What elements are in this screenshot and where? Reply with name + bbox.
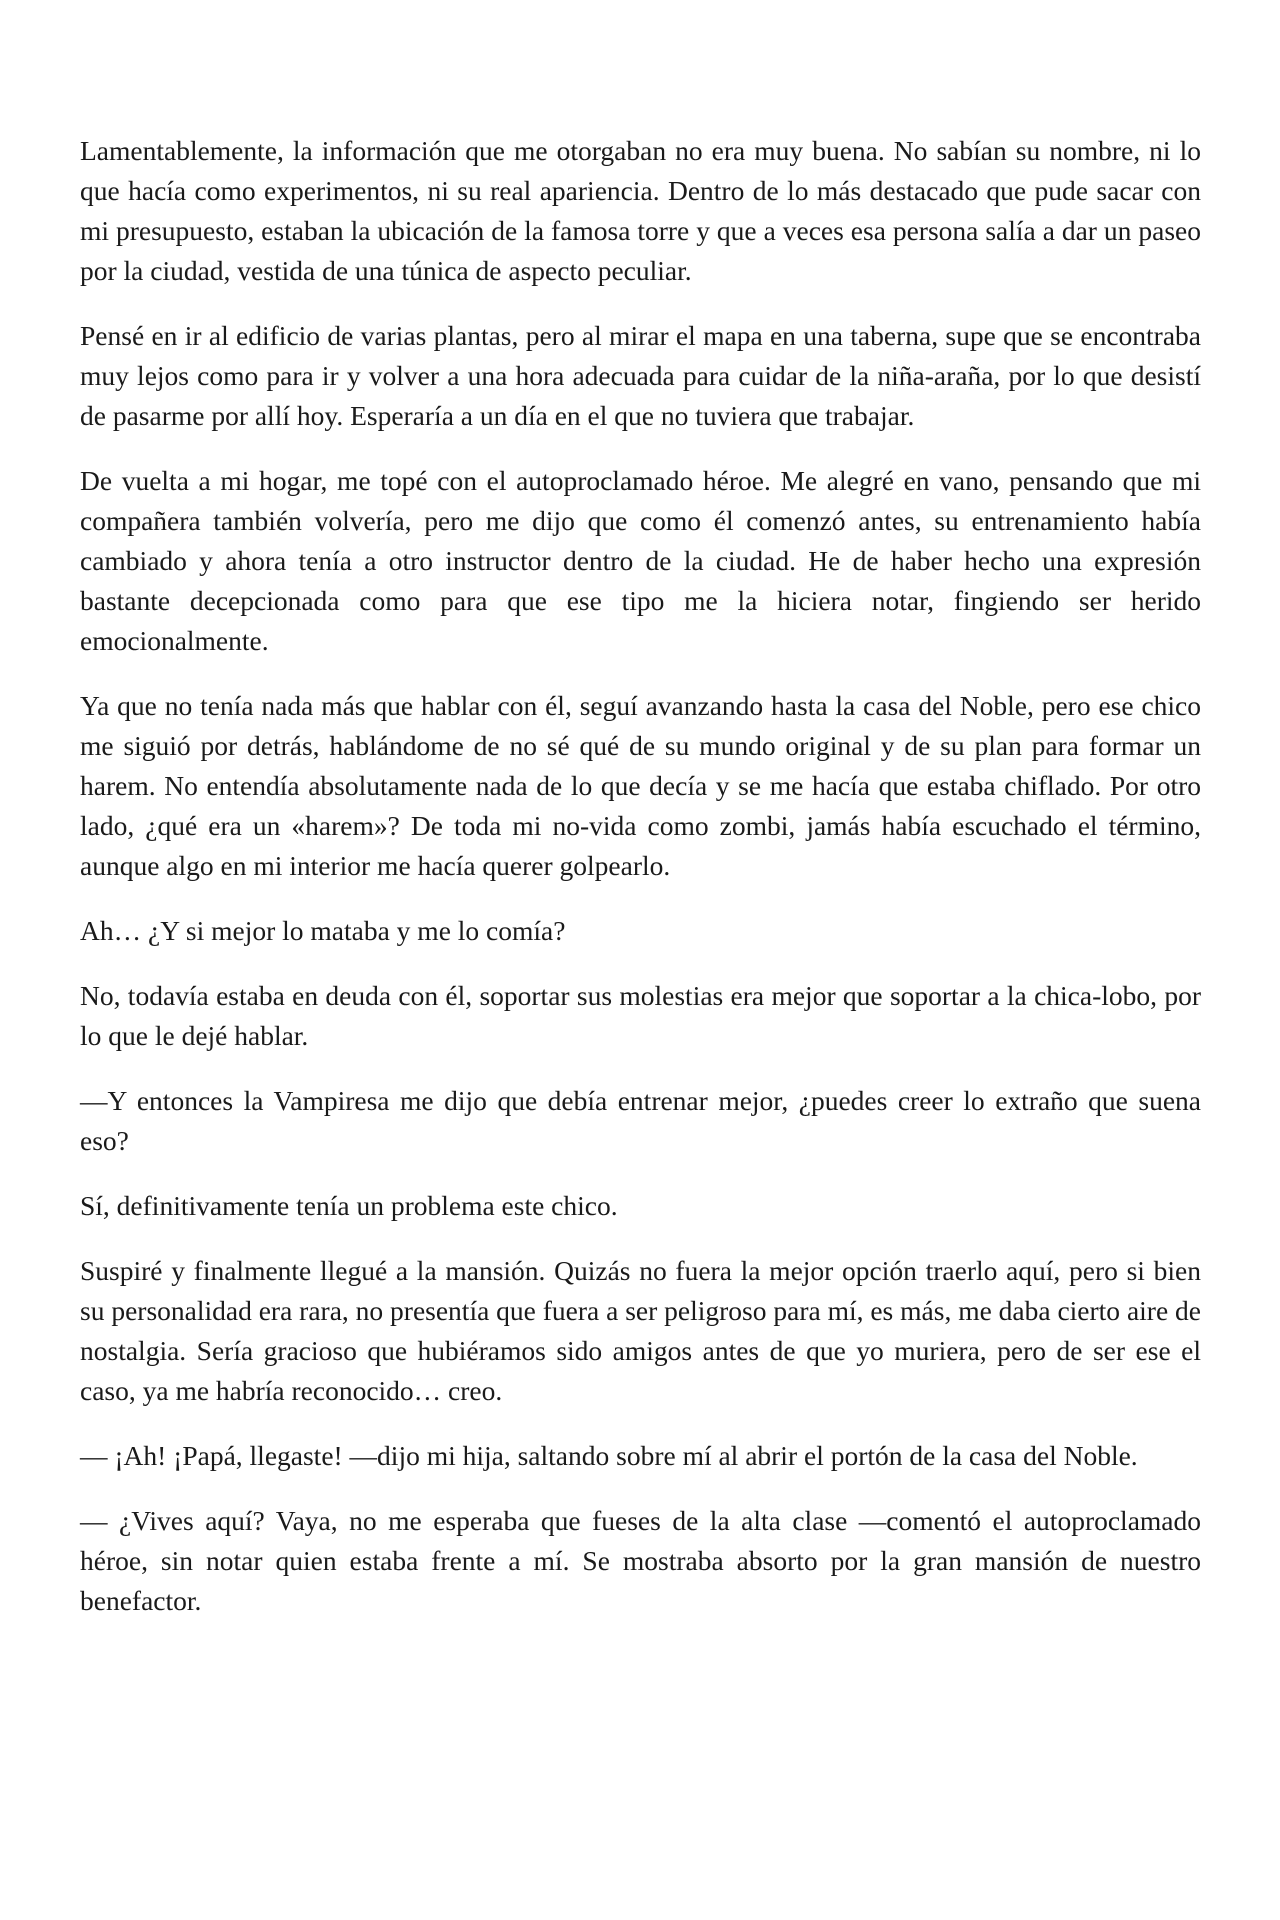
- paragraph: Ah… ¿Y si mejor lo mataba y me lo comía?: [80, 915, 566, 946]
- paragraph: Pensé en ir al edificio de varias plantas, pero al mirar el mapa en una taberna, supe que se encontraba muy lejos como para ir y volver a una hora adecuada para cuidar de la niña-araña, por lo que desistí de pasarme por allí hoy. Esperaría a un día en el que no tuviera que trabajar.: [80, 320, 1201, 431]
- paragraph: De vuelta a mi hogar, me topé con el autoproclamado héroe. Me alegré en vano, pensando que mi compañera también volvería, pero me dijo que como él comenzó antes, su entrenamiento había cambiado y ahora tenía a otro instructor dentro de la ciudad. He de haber hecho una expresión bastante decepcionada como para que ese tipo me la hiciera notar, fingiendo ser herido emocionalmente.: [80, 465, 1201, 656]
- paragraph: Ya que no tenía nada más que hablar con él, seguí avanzando hasta la casa del Noble, pero ese chico me siguió por detrás, hablándome de no sé qué de su mundo original y de su plan para formar un harem. No entendía absolutamente nada de lo que decía y se me hacía que estaba chiflado. Por otro lado, ¿qué era un «harem»? De toda mi no-vida como zombi, jamás había escuchado el término, aunque algo en mi interior me hacía querer golpearlo.: [80, 690, 1201, 881]
- document-page: [80, 131, 1201, 1646]
- paragraph: — ¡Ah! ¡Papá, llegaste! —dijo mi hija, saltando sobre mí al abrir el portón de la casa del Noble.: [80, 1440, 1138, 1471]
- paragraph: —Y entonces la Vampiresa me dijo que debía entrenar mejor, ¿puedes creer lo extraño que suena eso?: [80, 1085, 1201, 1156]
- paragraph: No, todavía estaba en deuda con él, soportar sus molestias era mejor que soportar a la chica-lobo, por lo que le dejé hablar.: [80, 980, 1201, 1051]
- paragraph: Lamentablemente, la información que me otorgaban no era muy buena. No sabían su nombre, ni lo que hacía como experimentos, ni su real apariencia. Dentro de lo más destacado que pude sacar con mi presupuesto, estaban la ubicación de la famosa torre y que a veces esa persona salía a dar un paseo por la ciudad, vestida de una túnica de aspecto peculiar.: [80, 135, 1201, 286]
- paragraph: — ¿Vives aquí? Vaya, no me esperaba que fueses de la alta clase —comentó el autoproclamado héroe, sin notar quien estaba frente a mí. Se mostraba absorto por la gran mansión de nuestro benefactor.: [80, 1505, 1201, 1616]
- paragraph: Sí, definitivamente tenía un problema este chico.: [80, 1190, 618, 1221]
- paragraph: Suspiré y finalmente llegué a la mansión. Quizás no fuera la mejor opción traerlo aquí, pero si bien su personalidad era rara, no presentía que fuera a ser peligroso para mí, es más, me daba cierto aire de nostalgia. Sería gracioso que hubiéramos sido amigos antes de que yo muriera, pero de ser ese el caso, ya me habría reconocido… creo.: [80, 1255, 1201, 1406]
